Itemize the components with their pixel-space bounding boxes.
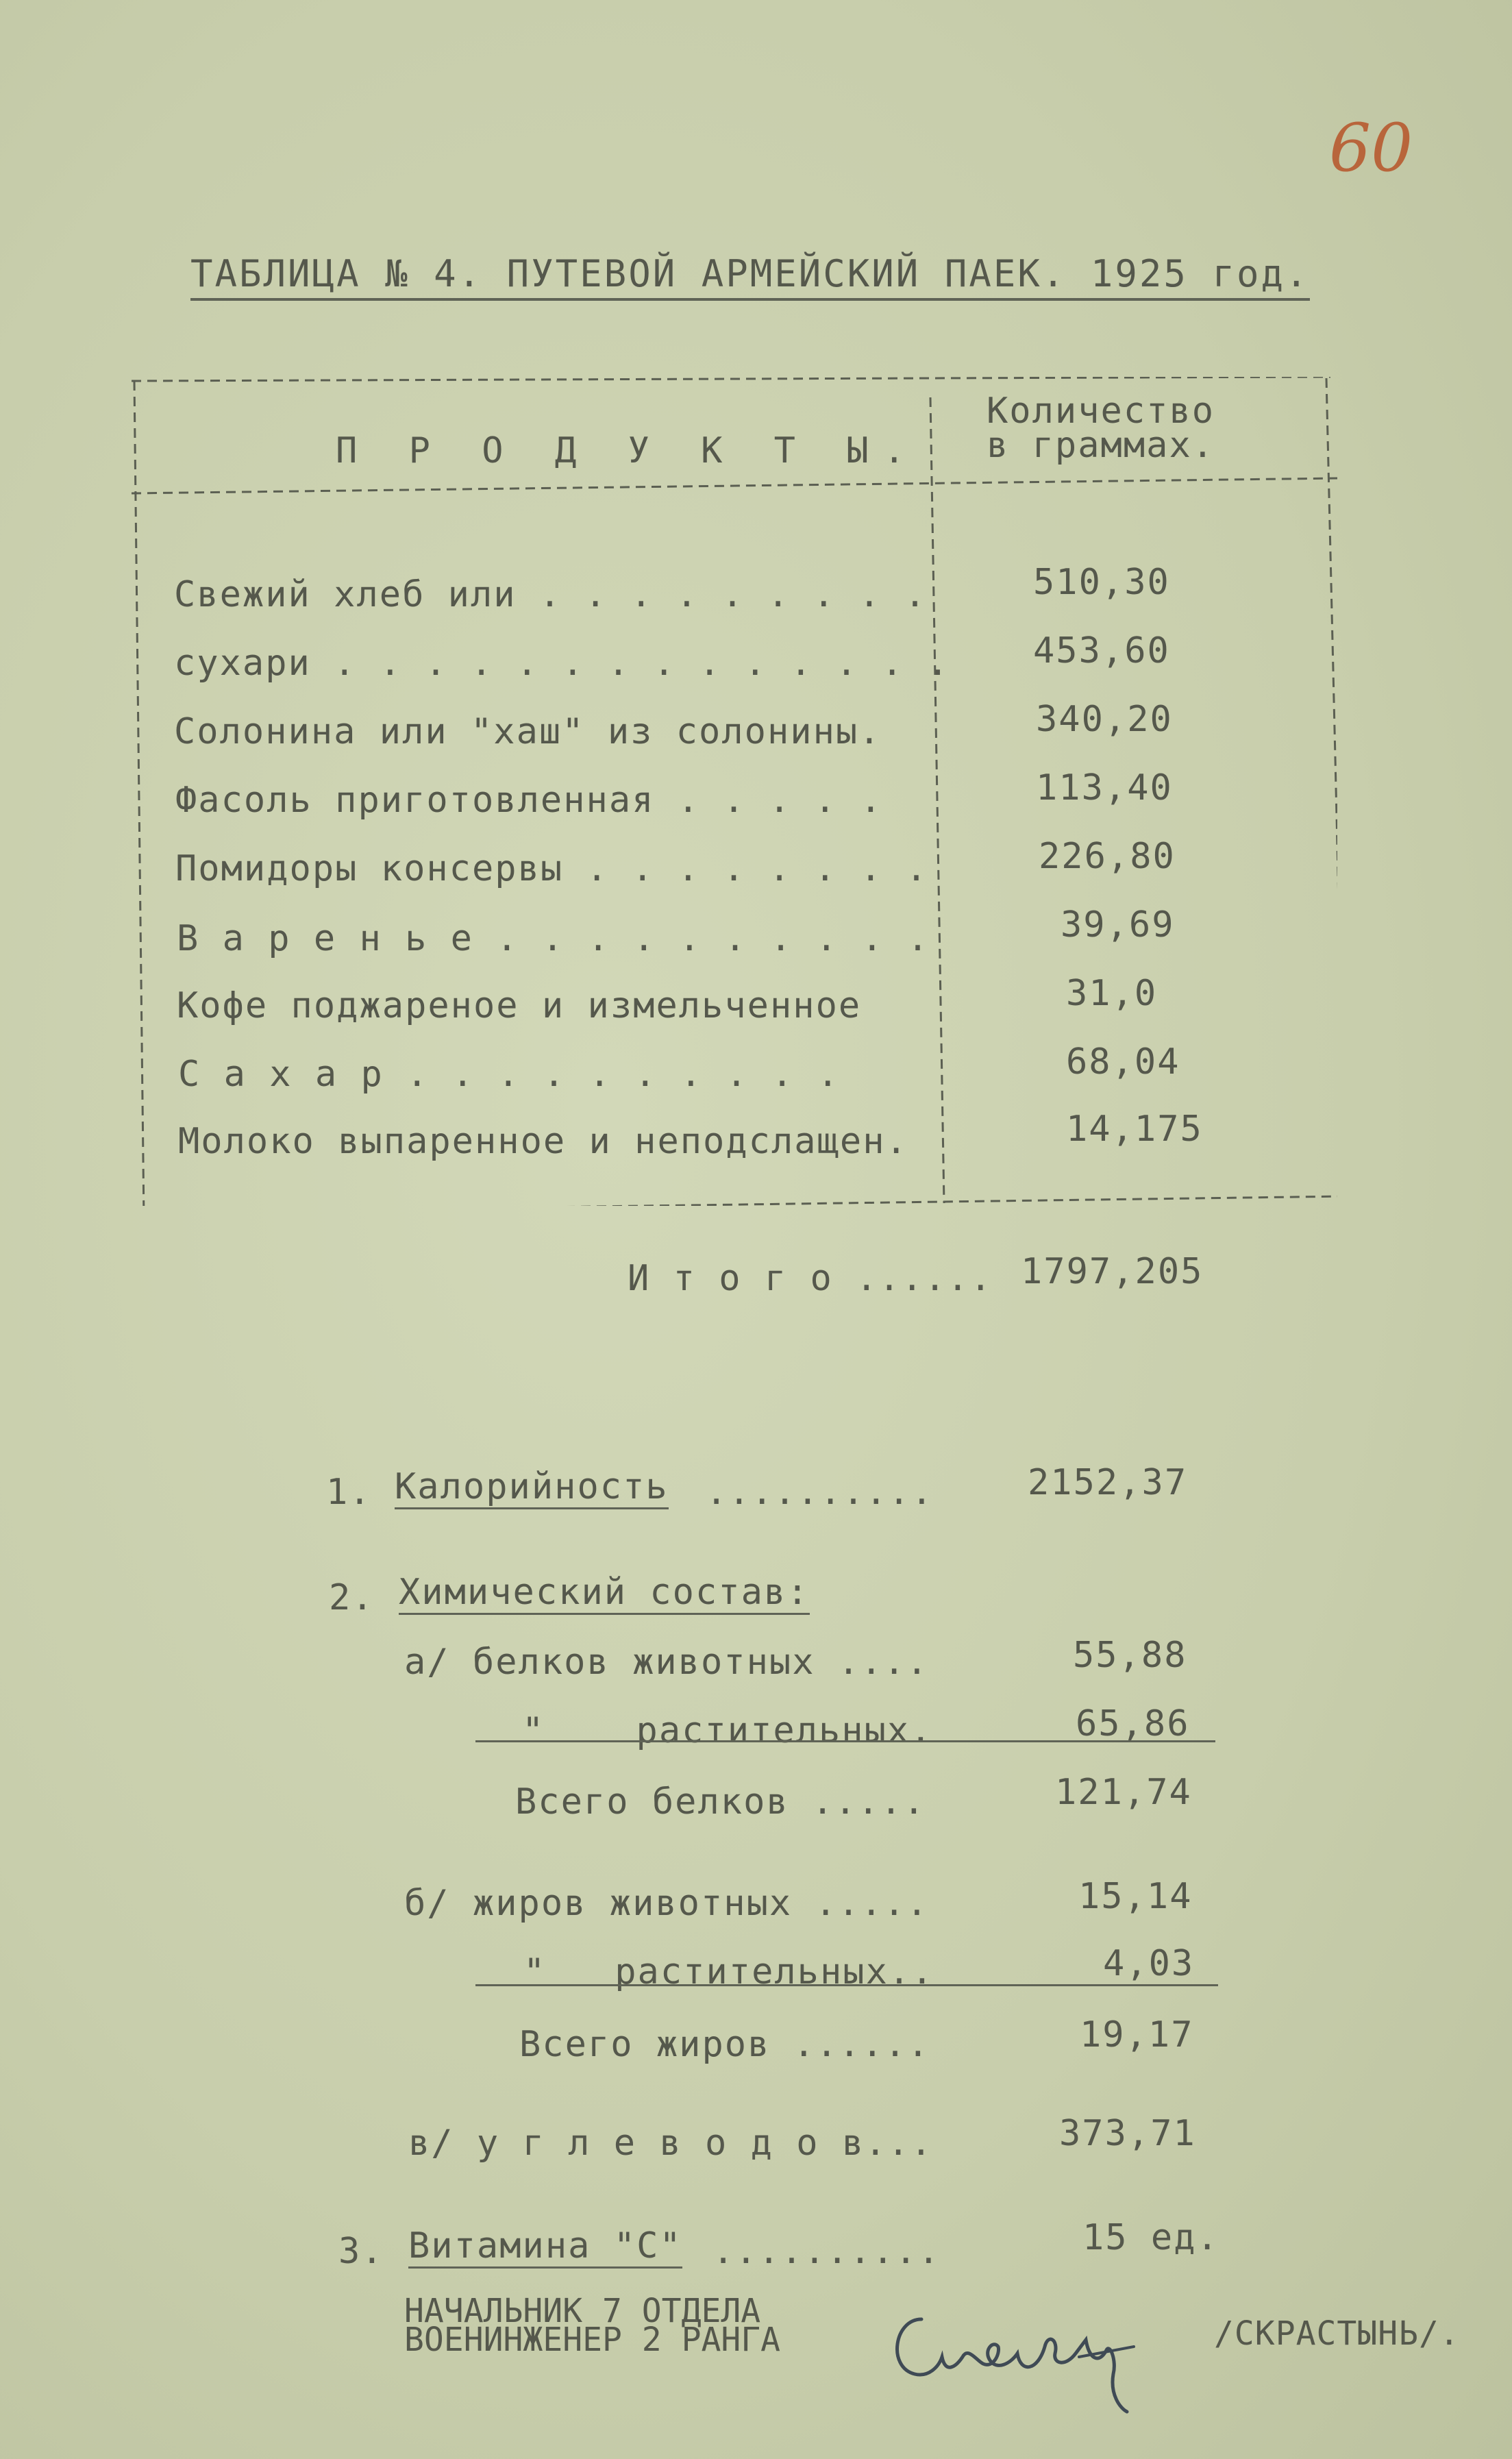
table-header-qty-line1: Количество bbox=[987, 391, 1215, 432]
section1-value: 2152,37 bbox=[1028, 1462, 1188, 1503]
fats-total-value: 19,17 bbox=[1080, 2014, 1194, 2055]
table-header-qty-line2: в граммах. bbox=[987, 425, 1215, 466]
section1-dots: .......... bbox=[706, 1472, 934, 1513]
signature-title-line1: НАЧАЛЬНИК 7 ОТДЕЛА bbox=[404, 2292, 761, 2330]
proteins-divider bbox=[475, 1740, 1215, 1742]
proteins-total-value: 121,74 bbox=[1055, 1772, 1192, 1813]
carbohydrates-value: 373,71 bbox=[1059, 2113, 1196, 2154]
handwritten-signature bbox=[880, 2292, 1168, 2429]
page-number: 60 bbox=[1329, 110, 1413, 186]
table-row-product: Свежий хлеб или . . . . . . . . . bbox=[174, 574, 928, 615]
table-row-product: Кофе поджареное и измельченное bbox=[177, 985, 862, 1026]
fats-animal-value: 15,14 bbox=[1078, 1876, 1193, 1917]
table-row-qty: 113,40 bbox=[1036, 767, 1173, 808]
table-row-product: сухари . . . . . . . . . . . . . . bbox=[174, 643, 950, 684]
fats-divider bbox=[475, 1984, 1218, 1986]
section1-label: Калорийность bbox=[395, 1466, 669, 1509]
table-header-products: П Р О Д У К Т Ы. bbox=[336, 430, 920, 471]
proteins-animal-value: 55,88 bbox=[1073, 1635, 1187, 1676]
page-title: ТАБЛИЦА № 4. ПУТЕВОЙ АРМЕЙСКИЙ ПАЕК. 1925 год. bbox=[190, 252, 1310, 301]
section3-dots: .......... bbox=[712, 2231, 941, 2272]
fats-animal-label: б/ жиров животных ..... bbox=[404, 1883, 930, 1924]
table-row-product: С а х а р . . . . . . . . . . bbox=[178, 1054, 840, 1095]
carbohydrates-label: в/ у г л е в о д о в... bbox=[408, 2123, 934, 2164]
section3-value: 15 ед. bbox=[1082, 2217, 1219, 2258]
table-row-product: Фасоль приготовленная . . . . . bbox=[175, 780, 883, 821]
signature-title-line2: ВОЕНИНЖЕНЕР 2 РАНГА bbox=[404, 2321, 781, 2359]
fats-plant-value: 4,03 bbox=[1103, 1943, 1195, 1984]
table-row-product: В а р е н ь е . . . . . . . . . . bbox=[177, 918, 930, 959]
fats-total-label: Всего жиров ...... bbox=[519, 2024, 930, 2065]
proteins-plant-value: 65,86 bbox=[1076, 1703, 1190, 1744]
fats-plant-label: " растительных.. bbox=[523, 1951, 934, 1992]
proteins-plant-label: " растительных. bbox=[522, 1710, 933, 1751]
table-row-qty: 68,04 bbox=[1066, 1041, 1180, 1083]
table-row-qty: 453,60 bbox=[1033, 630, 1170, 671]
proteins-total-label: Всего белков ..... bbox=[515, 1781, 926, 1822]
signature-name: /СКРАСТЫНЬ/. bbox=[1214, 2314, 1460, 2353]
table-row-qty: 39,69 bbox=[1061, 904, 1175, 946]
table-row-qty: 31,0 bbox=[1066, 973, 1158, 1014]
section2-label: Химический состав: bbox=[399, 1572, 810, 1615]
table-row-qty: 510,30 bbox=[1033, 562, 1170, 603]
table-row-qty: 226,80 bbox=[1039, 836, 1176, 877]
table-row-product: Солонина или "хаш" из солонины. bbox=[174, 711, 882, 752]
section3-number: 3. bbox=[338, 2231, 384, 2272]
section3-label: Витамина "С" bbox=[408, 2225, 682, 2269]
total-label: И т о г о ...... bbox=[628, 1258, 993, 1299]
table-row-product: Молоко выпаренное и неподслащен. bbox=[178, 1121, 908, 1162]
proteins-animal-label: а/ белков животных .... bbox=[404, 1642, 930, 1683]
total-value: 1797,205 bbox=[1021, 1251, 1204, 1292]
section1-number: 1. bbox=[326, 1472, 372, 1513]
section2-number: 2. bbox=[329, 1577, 375, 1618]
table-row-qty: 14,175 bbox=[1066, 1109, 1203, 1150]
table-row-qty: 340,20 bbox=[1036, 699, 1173, 740]
table-row-product: Помидоры консервы . . . . . . . . bbox=[175, 848, 929, 889]
